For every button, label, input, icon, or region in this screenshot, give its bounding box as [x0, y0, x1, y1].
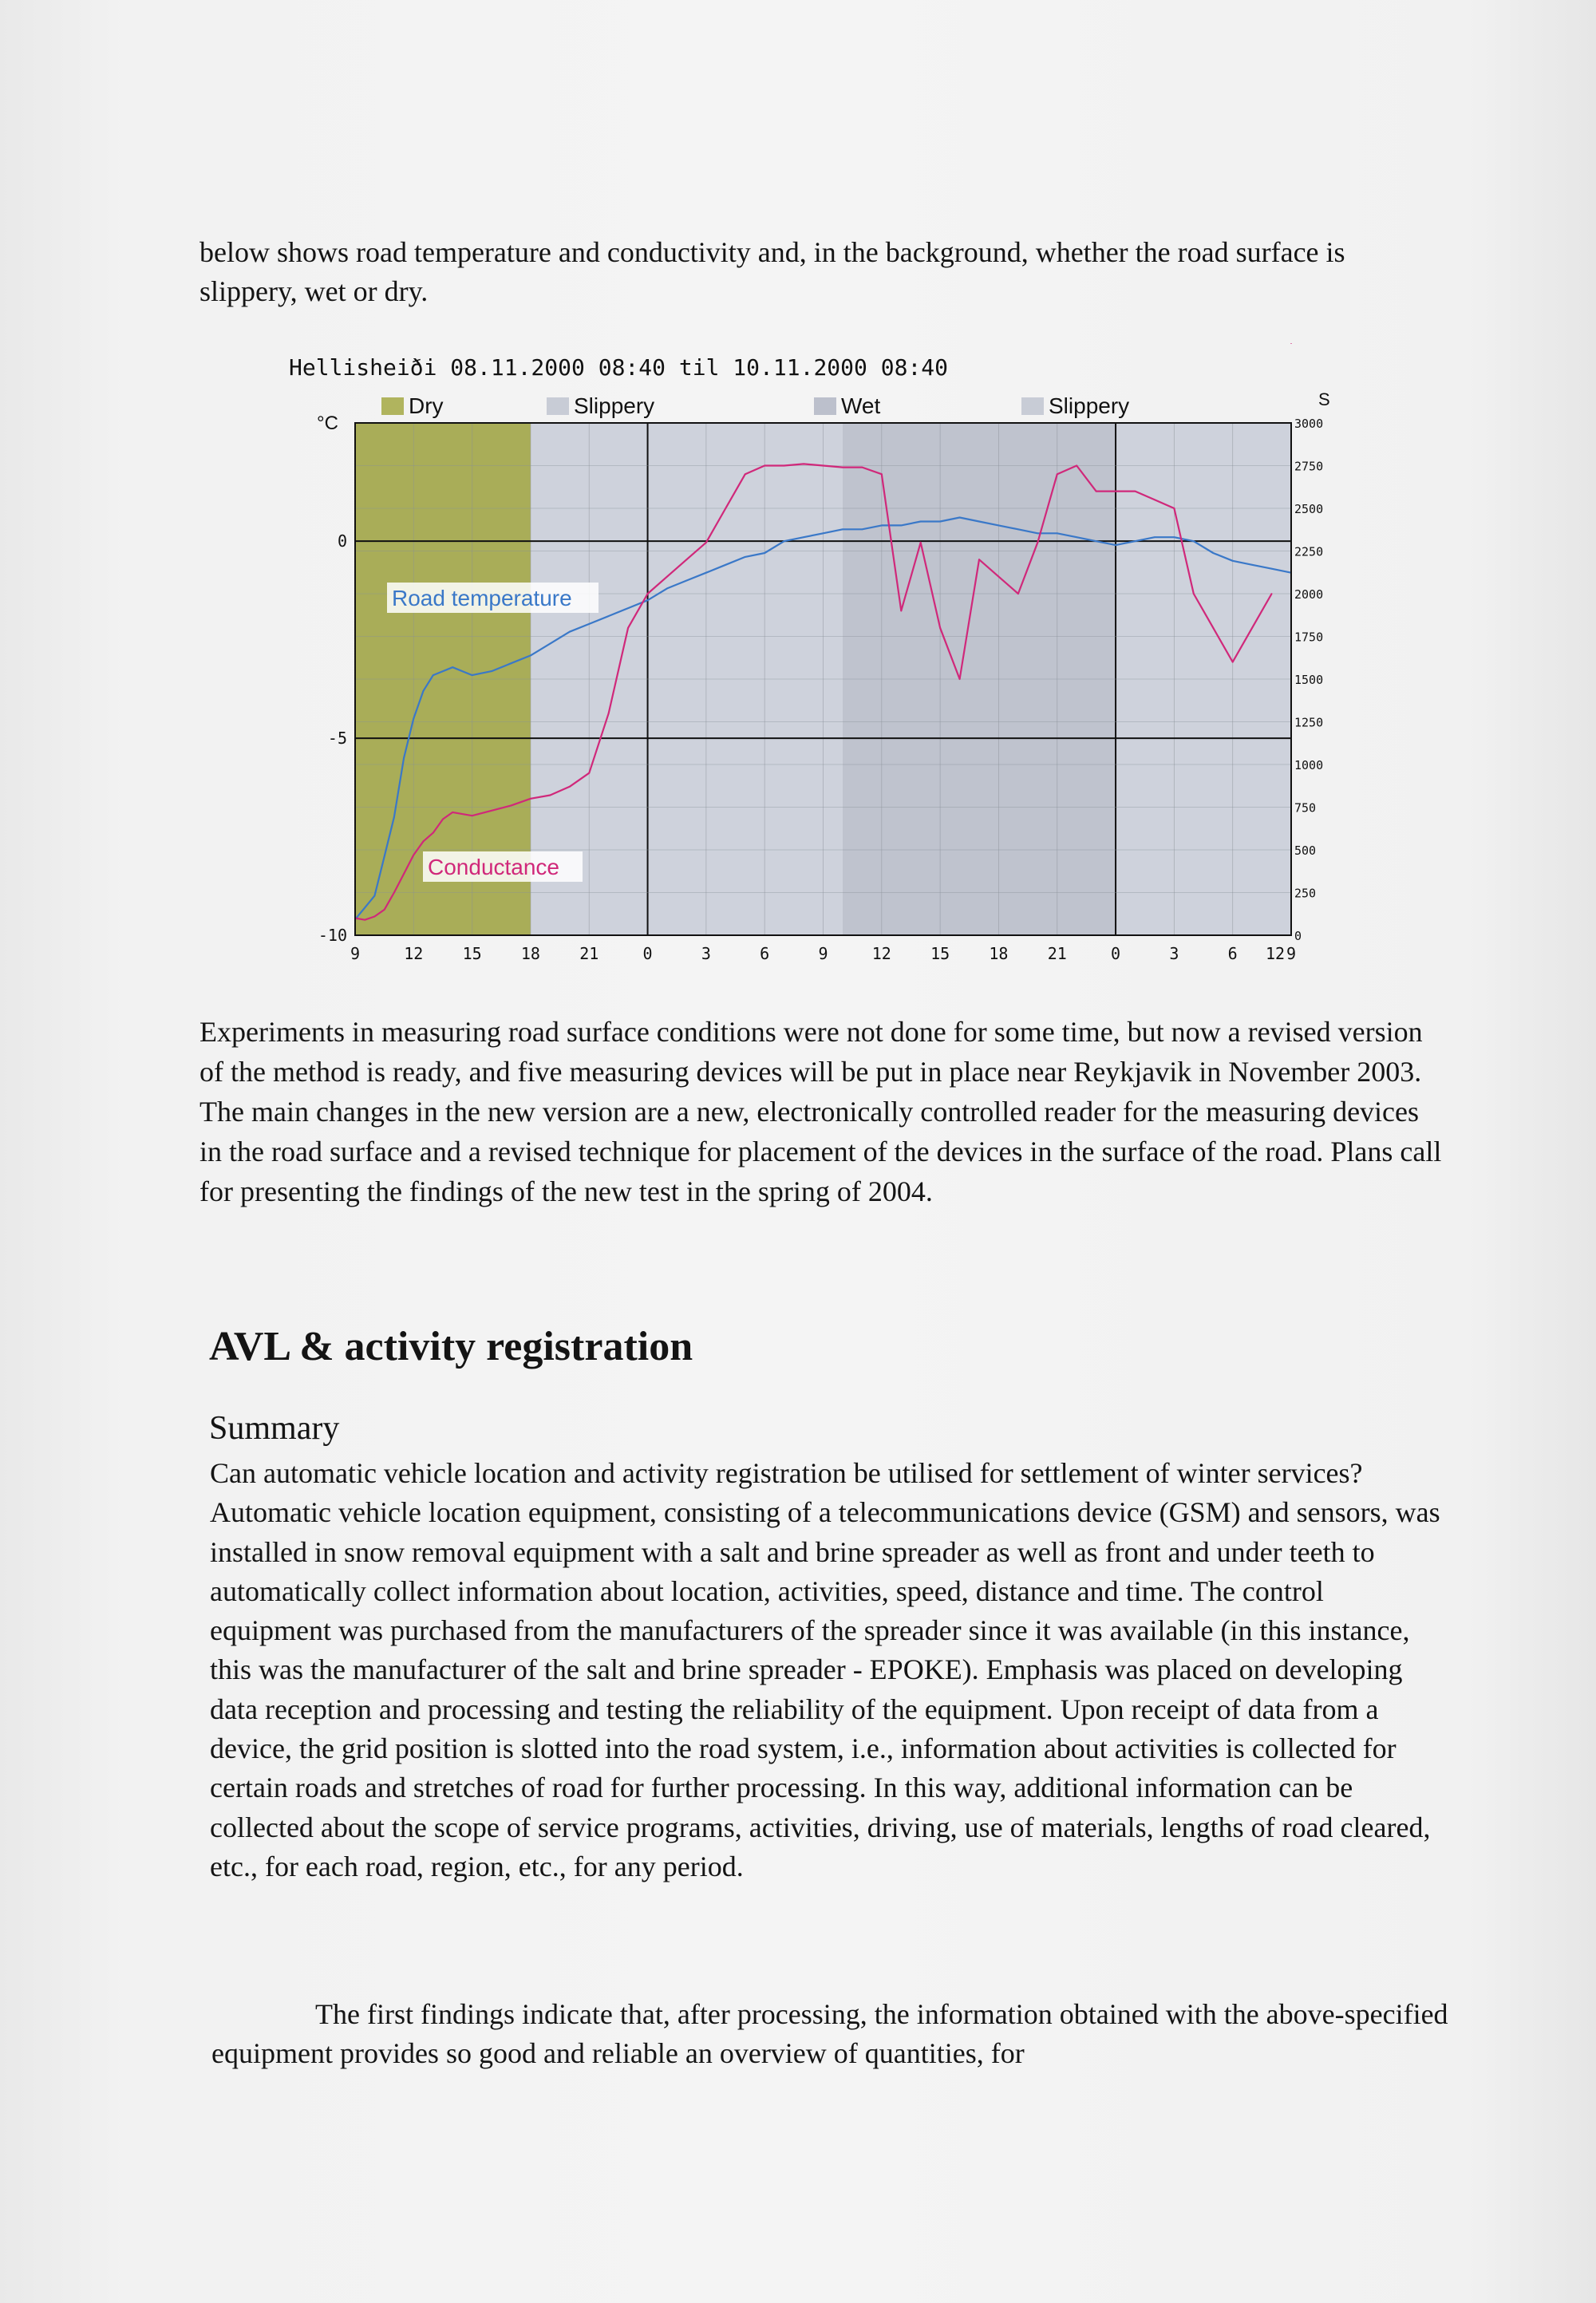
y-right-tick-label: 1750: [1294, 630, 1324, 645]
data-point: [588, 623, 590, 625]
y-right-tick-label: 500: [1294, 843, 1317, 858]
data-point: [423, 690, 425, 692]
data-point: [881, 525, 883, 527]
data-point: [842, 467, 843, 468]
legend-swatch: [1021, 397, 1044, 415]
data-point: [920, 521, 922, 523]
y-left-unit-label: °C: [317, 413, 338, 434]
y-left-tick-label: 0: [337, 531, 347, 551]
x-tick-label: 12: [1265, 944, 1286, 963]
data-point: [1135, 491, 1136, 492]
data-point: [1057, 532, 1058, 534]
data-point: [764, 465, 765, 467]
annotation-conductance: Conductance: [428, 855, 560, 879]
data-point: [374, 895, 376, 897]
x-tick-label: 18: [989, 944, 1009, 963]
data-point: [491, 810, 492, 812]
y-right-tick-label: 250: [1294, 886, 1317, 901]
data-point: [433, 674, 434, 676]
data-point: [1232, 560, 1234, 562]
data-point: [1037, 542, 1038, 543]
y-right-tick-label: 3000: [1294, 417, 1324, 431]
data-point: [939, 521, 941, 523]
data-point: [530, 654, 531, 656]
y-right-tick-label: 1500: [1294, 673, 1324, 687]
data-point: [1271, 568, 1273, 570]
data-point: [1290, 343, 1292, 344]
x-tick-label: 9: [1286, 944, 1297, 963]
chart-legend: [381, 393, 1129, 418]
data-point: [452, 812, 453, 813]
summary-paragraph: Can automatic vehicle location and activity registration be utilised for settlement of winter services? Automatic vehicle location equipment, consisting of a telecommunications device (GSM) and sensors, was installed in snow removal equipment with a salt and brine spreader as well as front and under teeth to automatically collect information about location, activities, speed, distance and time. The control equipment was purchased from the manufacturers of the spreader since it was available (in this instance, this was the manufacturer of the salt and brine spreader - EPOKE). Emphasis was placed on developing data reception and processing and testing the reliability of the equipment. Upon receipt of data from a device, the grid position is slotted into the road system, i.e., information about activities is collected for certain roads and stretches of road for further processing. In this way, additional information can be collected about the scope of service programs, activities, driving, use of materials, lengths of road cleared, etc., for each road, region, etc., for any period.: [210, 1457, 1440, 1882]
data-point: [745, 473, 746, 475]
data-point: [978, 521, 980, 523]
y-right-tick-label: 2500: [1294, 502, 1324, 516]
data-point: [1212, 627, 1214, 629]
data-point: [881, 473, 883, 475]
legend-swatch: [547, 397, 569, 415]
data-point: [998, 525, 1000, 527]
data-point: [1135, 540, 1136, 542]
y-left-tick-label: -5: [327, 729, 347, 749]
x-tick-label: 3: [1169, 944, 1179, 963]
y-right-tick-label: 2250: [1294, 544, 1324, 559]
data-point: [627, 627, 629, 629]
data-point: [569, 786, 571, 788]
x-tick-label: 12: [404, 944, 424, 963]
data-point: [647, 593, 649, 595]
data-point: [920, 542, 922, 543]
data-point: [364, 907, 365, 909]
data-point: [569, 631, 571, 633]
x-tick-label: 9: [818, 944, 828, 963]
data-point: [1154, 536, 1156, 538]
data-point: [393, 892, 395, 894]
x-tick-label: 6: [760, 944, 770, 963]
data-point: [442, 819, 444, 820]
data-point: [608, 615, 610, 617]
data-point: [1017, 593, 1019, 595]
x-tick-label: 0: [1111, 944, 1121, 963]
data-point: [588, 772, 590, 774]
data-point: [823, 532, 824, 534]
data-point: [1115, 544, 1116, 546]
data-point: [1076, 536, 1077, 538]
data-point: [491, 670, 492, 672]
findings-paragraph: The first findings indicate that, after processing, the information obtained with the above-specified equipment provides so good and reliable an overview of quantities, for: [211, 1998, 1448, 2069]
x-tick-label: 15: [462, 944, 482, 963]
y-left-ticks: [318, 531, 347, 945]
data-point: [1271, 593, 1273, 595]
data-point: [549, 643, 551, 645]
y-right-tick-label: 750: [1294, 800, 1317, 816]
x-tick-label: 9: [350, 944, 361, 963]
data-point: [861, 467, 863, 468]
data-point: [1251, 627, 1253, 629]
data-point: [1154, 499, 1156, 500]
legend-label: Dry: [409, 393, 444, 418]
data-point: [959, 678, 961, 680]
y-right-tick-label: 1000: [1294, 758, 1324, 772]
data-point: [472, 674, 473, 676]
data-point: [1115, 491, 1116, 492]
data-point: [384, 855, 385, 857]
data-point: [1193, 540, 1195, 542]
legend-label: Wet: [841, 393, 881, 418]
data-point: [647, 599, 649, 601]
y-left-tick-label: -10: [318, 926, 347, 945]
data-point: [784, 465, 785, 467]
data-point: [1173, 536, 1175, 538]
legend-swatch: [814, 397, 836, 415]
data-point: [384, 909, 385, 911]
data-point: [1251, 564, 1253, 566]
legend-swatch: [381, 397, 404, 415]
data-point: [413, 717, 414, 719]
data-point: [530, 798, 531, 800]
y-right-tick-label: 1250: [1294, 715, 1324, 730]
data-point: [472, 815, 473, 816]
data-point: [745, 556, 746, 558]
data-point: [725, 508, 726, 509]
data-point: [939, 627, 941, 629]
data-point: [823, 465, 824, 467]
data-point: [1037, 532, 1038, 534]
data-point: [364, 919, 365, 921]
road-condition-chart: [239, 343, 1357, 982]
data-point: [511, 804, 512, 806]
y-right-unit-label: S: [1318, 389, 1330, 409]
data-point: [374, 916, 376, 918]
legend-label: Slippery: [574, 393, 655, 418]
data-point: [784, 540, 785, 542]
data-point: [423, 840, 425, 842]
data-point: [900, 610, 902, 612]
data-point: [1232, 662, 1234, 663]
chart-title: Hellisheiði 08.11.2000 08:40 til 10.11.2000 08:40: [289, 354, 949, 381]
data-point: [1017, 528, 1019, 530]
data-point: [900, 525, 902, 527]
data-point: [803, 463, 804, 464]
legend-label: Slippery: [1049, 393, 1130, 418]
data-point: [511, 662, 512, 664]
data-point: [452, 666, 453, 668]
data-point: [666, 588, 668, 590]
data-point: [998, 576, 1000, 578]
x-tick-label: 18: [520, 944, 540, 963]
x-tick-label: 3: [701, 944, 711, 963]
y-right-tick-label: 0: [1294, 929, 1302, 943]
data-point: [1076, 465, 1077, 467]
data-point: [686, 559, 688, 560]
data-point: [403, 757, 405, 759]
intro-paragraph: below shows road temperature and conductivity and, in the background, whether the road surface is slippery, wet or dry.: [200, 236, 1345, 307]
data-point: [959, 517, 961, 519]
experiments-paragraph: Experiments in measuring road surface conditions were not done for some time, but now a revised version of the method is ready, and five measuring devices will be put in place near Reykjavik in November 2003. The main changes in the new version are a new, electronically controlled reader for the measuring devices in the road surface and a revised technique for placement of the devices in the surface of the road. Plans call for presenting the findings of the new test in the spring of 2004.: [200, 1016, 1442, 1207]
x-tick-label: 21: [1047, 944, 1067, 963]
data-point: [1057, 473, 1058, 475]
x-ticks: [350, 944, 1296, 963]
annotation-road-temperature: Road temperature: [392, 586, 572, 610]
x-tick-label: 0: [642, 944, 653, 963]
data-point: [705, 542, 707, 543]
x-tick-label: 21: [579, 944, 599, 963]
y-right-ticks: [1294, 417, 1323, 943]
data-point: [1193, 593, 1195, 595]
x-tick-label: 12: [871, 944, 891, 963]
y-right-tick-label: 2750: [1294, 459, 1324, 474]
data-point: [1096, 540, 1097, 542]
data-point: [413, 855, 414, 856]
data-point: [627, 607, 629, 609]
data-point: [433, 832, 434, 834]
data-point: [725, 564, 726, 566]
data-point: [1096, 491, 1097, 492]
data-point: [803, 536, 804, 538]
data-point: [861, 528, 863, 530]
data-point: [1212, 552, 1214, 554]
data-point: [686, 580, 688, 582]
data-point: [393, 816, 395, 818]
y-right-tick-label: 2000: [1294, 587, 1324, 602]
x-tick-label: 15: [930, 944, 950, 963]
data-point: [608, 713, 610, 714]
data-point: [549, 795, 551, 796]
data-point: [666, 576, 668, 578]
sub-heading: Summary: [209, 1410, 340, 1447]
data-point: [705, 572, 707, 574]
data-point: [764, 552, 765, 554]
data-point: [978, 559, 980, 560]
data-point: [1173, 508, 1175, 509]
data-point: [842, 528, 843, 530]
data-point: [403, 873, 405, 875]
x-tick-label: 6: [1227, 944, 1238, 963]
section-heading: AVL & activity registration: [209, 1324, 693, 1369]
